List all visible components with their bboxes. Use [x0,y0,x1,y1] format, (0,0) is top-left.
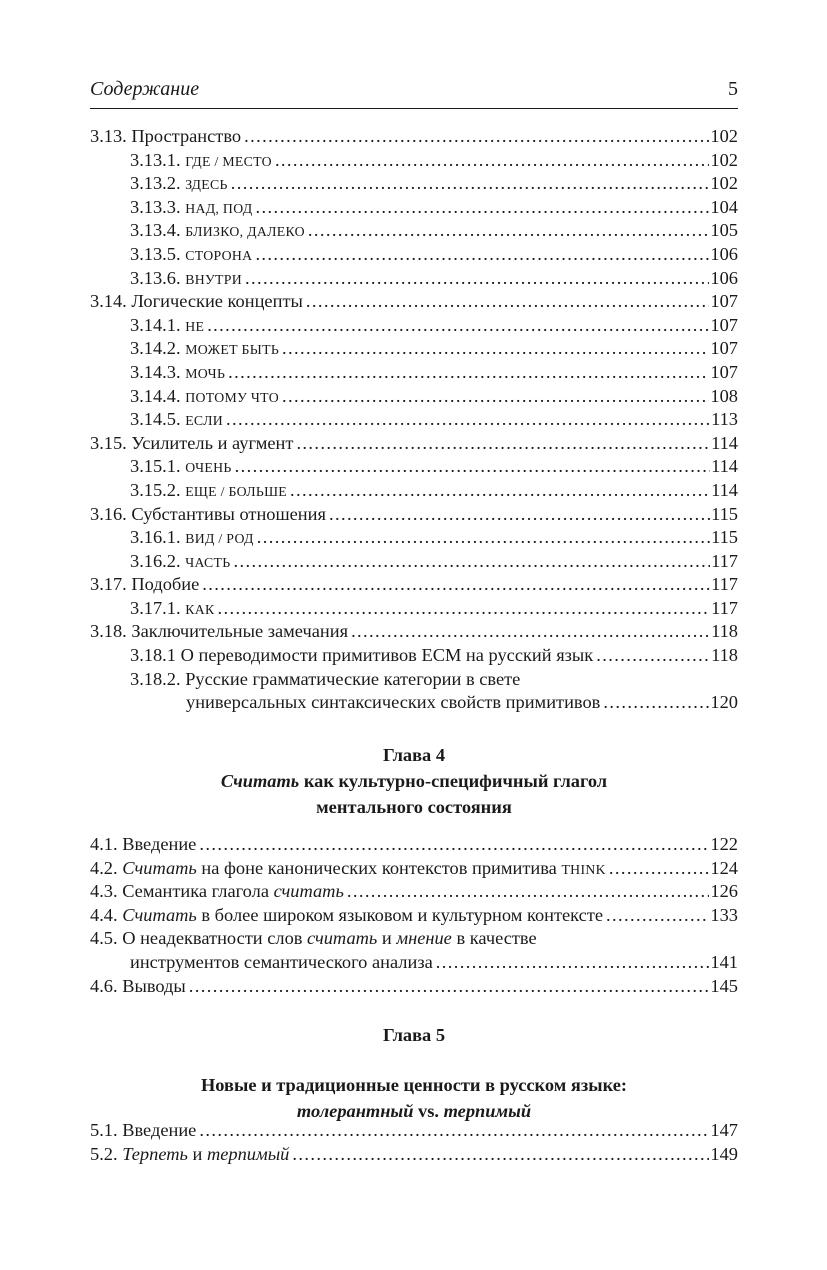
toc-entry[interactable] [90,1120,738,1144]
toc-entry-page: 149 [710,1143,738,1164]
toc-entry-number: 5.2. [90,1143,118,1164]
toc-entry-text: Считать [122,904,197,925]
toc-entry-number: 3.14.5. [130,409,181,430]
toc-entry[interactable] [90,669,738,693]
toc-entry-page: 117 [711,550,738,571]
toc-entry[interactable] [90,268,738,292]
toc-entry-text: считать [273,881,344,902]
dot-leader [436,952,710,973]
toc-entry-text: СТОРОНА [185,247,253,263]
toc-entry-number: 3.18.2. [130,668,181,689]
dot-leader [255,197,709,218]
chapter-4-title-italic: Считать [220,771,300,791]
toc-entry-page: 102 [710,149,738,170]
toc-entry-text: Терпеть [122,1143,188,1164]
toc-entry-text: Введение [122,834,197,854]
toc-entry-label [130,173,228,194]
toc-entry[interactable] [90,976,738,1000]
toc-entry-page: 102 [710,126,738,146]
toc-entry-text: в более широком языковом и культурном контексте [196,904,604,925]
toc-entry-number: 3.15. [90,432,127,453]
toc-entry-number: 4.6. [90,975,118,996]
toc-entry[interactable] [90,574,738,598]
toc-entry-number: 3.17. [90,574,127,595]
toc-section-3 [90,126,738,716]
toc-entry-page: 105 [710,220,738,241]
toc-entry[interactable] [90,598,738,622]
toc-entry[interactable] [90,338,738,362]
toc-entry-text: Подобие [131,574,200,595]
toc-entry-text: Усилитель и аугмент [131,432,294,453]
toc-entry-label [90,291,303,312]
toc-entry-text: ВНУТРИ [185,271,242,287]
toc-entry-label [186,692,600,713]
toc-entry-text: Семантика глагола [122,881,274,902]
dot-leader [235,456,711,477]
toc-chapter-4 [90,834,738,999]
toc-entry-label [90,858,606,879]
toc-entry[interactable] [90,905,738,929]
toc-entry[interactable] [90,834,738,858]
toc-entry[interactable] [90,150,738,174]
toc-entry[interactable] [90,551,738,575]
toc-entry-page: 107 [710,361,738,382]
toc-entry-page: 124 [710,857,738,878]
toc-entry-label [130,409,223,430]
toc-entry[interactable] [90,315,738,339]
toc-entry[interactable] [90,621,738,645]
toc-entry[interactable] [90,173,738,197]
dot-leader [290,480,710,501]
toc-entry-page: 117 [711,574,738,595]
toc-entry-text: универсальных синтаксических свойств примитивов [186,692,601,713]
toc-entry-number: 3.13.1. [130,149,181,170]
toc-entry-number: 3.14. [90,291,127,312]
dot-leader [233,551,710,572]
toc-entry-text: Субстантивы отношения [131,503,326,524]
toc-entry[interactable] [90,504,738,528]
toc-entry-page: 126 [710,881,738,902]
chapter-5-title-vs: vs. [413,1101,444,1121]
dot-leader [306,291,710,312]
toc-entry-label [130,952,433,973]
toc-entry-text: на фоне канонических контекстов примитива [196,857,562,878]
dot-leader [606,905,709,926]
toc-entry-label [90,1120,196,1141]
toc-entry-text: МОЖЕТ БЫТЬ [185,342,280,358]
dot-leader [292,1144,709,1165]
toc-entry-text: Введение [122,1120,197,1140]
dot-leader [596,645,710,666]
dot-leader [244,126,709,147]
running-head-title: Содержание [90,78,200,100]
toc-entry-number: 3.16.2. [130,550,181,571]
toc-entry-label [130,338,279,359]
toc-entry-label [130,645,593,666]
toc-entry[interactable] [90,126,738,150]
dot-leader [231,173,710,194]
chapter-5-title-line1: Новые и традиционные ценности в русском языке: [200,1075,628,1095]
toc-entry-text: THINK [561,861,606,877]
dot-leader [351,621,710,642]
toc-entry-page: 107 [710,338,738,359]
toc-entry-page: 141 [710,951,738,972]
toc-entry-page: 118 [711,645,738,666]
toc-entry[interactable] [90,362,738,386]
toc-entry-label [130,456,232,477]
toc-entry-text: в качестве [451,928,537,949]
chapter-4-title [90,768,738,794]
dot-leader [329,504,710,525]
toc-entry-label [130,598,214,619]
dot-leader [296,433,710,454]
toc-entry-label [90,928,537,949]
dot-leader [217,598,710,619]
toc-entry-label [130,197,252,218]
toc-entry[interactable] [90,220,738,244]
toc-entry-label [130,150,272,171]
toc-entry-page: 115 [711,503,738,524]
dot-leader [282,338,709,359]
toc-entry-text: НЕ [185,318,205,334]
toc-entry-number: 3.13.6. [130,267,181,288]
toc-entry-number: 3.13. [90,126,127,146]
toc-entry-text: ЕСЛИ [185,413,223,429]
toc-entry-number: 4.4. [90,904,118,925]
toc-entry-number: 3.18. [90,621,127,642]
toc-entry[interactable] [90,456,738,480]
chapter-5-title [90,1072,738,1124]
toc-entry-text: терпимый [206,1143,290,1164]
chapter-4-title-rest: как культурно-специфичный глагол [299,771,608,791]
toc-entry-label [90,881,344,902]
chapter-5-label: Глава 5 [382,1025,446,1045]
toc-entry-number: 4.5. [90,928,118,949]
dot-leader [308,220,710,241]
toc-entry[interactable] [90,433,738,457]
running-head [90,78,738,109]
dot-leader [228,362,709,383]
toc-entry-text: ЗДЕСЬ [185,177,228,193]
chapter-5-title-terpimy: терпимый [443,1101,532,1121]
toc-entry-text: Выводы [122,975,186,996]
toc-entry-number: 3.18.1 [130,645,176,666]
toc-entry-label [90,504,326,525]
dot-leader [226,409,710,430]
dot-leader [282,386,709,407]
toc-entry-label [130,386,279,407]
toc-entry-page: 107 [710,291,738,312]
toc-entry-page: 106 [710,243,738,264]
toc-entry-label [90,433,293,454]
toc-entry-label [130,551,230,572]
toc-entry-page: 145 [710,975,738,996]
chapter-5-title-tolerantny: толерантный [296,1101,414,1121]
toc-entry-label [130,527,254,548]
toc-entry-number: 3.13.3. [130,196,181,217]
toc-entry-text: ОЧЕНЬ [185,460,232,476]
toc-entry-text: Пространство [131,126,242,146]
toc-entry-page: 120 [710,692,738,713]
toc-entry-page: 114 [711,479,738,500]
toc-entry[interactable] [90,928,738,952]
toc-entry-number: 4.2. [90,857,118,878]
dot-leader [199,1120,709,1141]
toc-entry-text: и [377,928,397,949]
toc-entry-page: 122 [710,834,738,854]
toc-entry-label [130,244,252,265]
toc-entry[interactable] [90,409,738,433]
toc-entry-number: 3.15.1. [130,456,181,477]
chapter-4-title-line2: ментального состояния [316,797,512,817]
toc-entry-text: КАК [185,601,215,617]
toc-entry-number: 3.14.1. [130,314,181,335]
toc-entry[interactable] [90,858,738,882]
dot-leader [257,527,710,548]
toc-entry-label [90,1144,289,1165]
toc-entry-page: 114 [711,456,738,477]
dot-leader [207,315,709,336]
toc-entry-label [90,905,603,926]
toc-entry-text: инструментов семантического анализа [130,951,433,972]
toc-entry-number: 3.13.4. [130,220,181,241]
toc-entry-text: считать [307,928,378,949]
dot-leader [609,858,710,879]
toc-entry-text: и [187,1143,207,1164]
toc-entry-text: Считать [122,857,197,878]
toc-entry-number: 3.13.5. [130,243,181,264]
toc-entry-page: 133 [710,904,738,925]
toc-entry-page: 104 [710,196,738,217]
chapter-4-label: Глава 4 [382,745,446,765]
toc-entry[interactable] [90,692,738,716]
toc-entry-label [90,126,241,147]
toc-entry[interactable] [90,291,738,315]
dot-leader [245,268,709,289]
toc-entry[interactable] [90,881,738,905]
toc-chapter-5 [90,1120,738,1167]
toc-entry[interactable] [90,952,738,976]
toc-entry-text: мнение [396,928,452,949]
dot-leader [189,976,710,997]
toc-entry-number: 3.13.2. [130,173,181,194]
dot-leader [199,834,709,855]
toc-entry-page: 115 [711,527,738,548]
toc-entry-label [130,220,305,241]
toc-entry[interactable] [90,197,738,221]
toc-entry-text: БЛИЗКО, ДАЛЕКО [185,224,305,240]
toc-entry-page: 113 [711,409,738,430]
toc-entry[interactable] [90,480,738,504]
toc-entry-text: ВИД / РОД [185,531,254,547]
toc-entry-label [90,621,348,642]
toc-entry-label [130,480,287,501]
toc-entry-number: 3.14.4. [130,385,181,406]
toc-entry[interactable] [90,1144,738,1168]
chapter-4-heading [90,742,738,820]
toc-entry-text: НАД, ПОД [185,200,253,216]
toc-entry-label [90,574,199,595]
toc-entry-number: 5.1. [90,1120,118,1140]
toc-entry-number: 3.17.1. [130,597,181,618]
toc-entry-page: 117 [711,597,738,618]
toc-entry-number: 4.3. [90,881,123,902]
toc-entry-page: 106 [710,267,738,288]
toc-entry-page: 107 [710,314,738,335]
toc-entry-text: ЧАСТЬ [185,554,231,570]
toc-entry-number: 3.16. [90,503,127,524]
toc-entry-label [90,834,196,855]
toc-entry-page: 147 [710,1120,738,1140]
toc-entry-label [90,976,186,997]
toc-entry-text: О переводимости примитивов ЕСМ на русский язык [180,645,594,666]
dot-leader [347,881,710,902]
toc-entry-page: 108 [710,385,738,406]
toc-entry-number: 4.1. [90,834,118,854]
toc-entry-text: МОЧЬ [185,365,226,381]
toc-entry[interactable] [90,527,738,551]
dot-leader [603,692,709,713]
toc-entry[interactable] [90,244,738,268]
toc-entry-number: 3.14.2. [130,338,181,359]
toc-entry-page: 114 [711,432,738,453]
toc-entry-page: 102 [710,173,738,194]
toc-entry-text: ГДЕ / МЕСТО [185,153,272,169]
toc-entry-text: Русские грамматические категории в свете [185,668,521,689]
toc-entry-text: ПОТОМУ ЧТО [185,389,279,405]
toc-entry[interactable] [90,645,738,669]
toc-entry-number: 3.14.3. [130,361,181,382]
toc-entry-text: Логические концепты [131,291,303,312]
toc-entry-text: ЕЩЕ / БОЛЬШЕ [185,483,288,499]
dot-leader [202,574,710,595]
toc-entry-label [130,315,204,336]
page-number: 5 [728,78,738,100]
toc-entry-page: 118 [711,621,738,642]
toc-entry-label [130,362,225,383]
toc-entry[interactable] [90,386,738,410]
dot-leader [255,244,709,265]
dot-leader [275,150,709,171]
toc-entry-number: 3.16.1. [130,527,181,548]
toc-entry-text: О неадекватности слов [122,928,308,949]
toc-entry-number: 3.15.2. [130,479,181,500]
toc-entry-label [130,669,520,690]
toc-entry-text: Заключительные замечания [131,621,349,642]
toc-entry-label [130,268,242,289]
